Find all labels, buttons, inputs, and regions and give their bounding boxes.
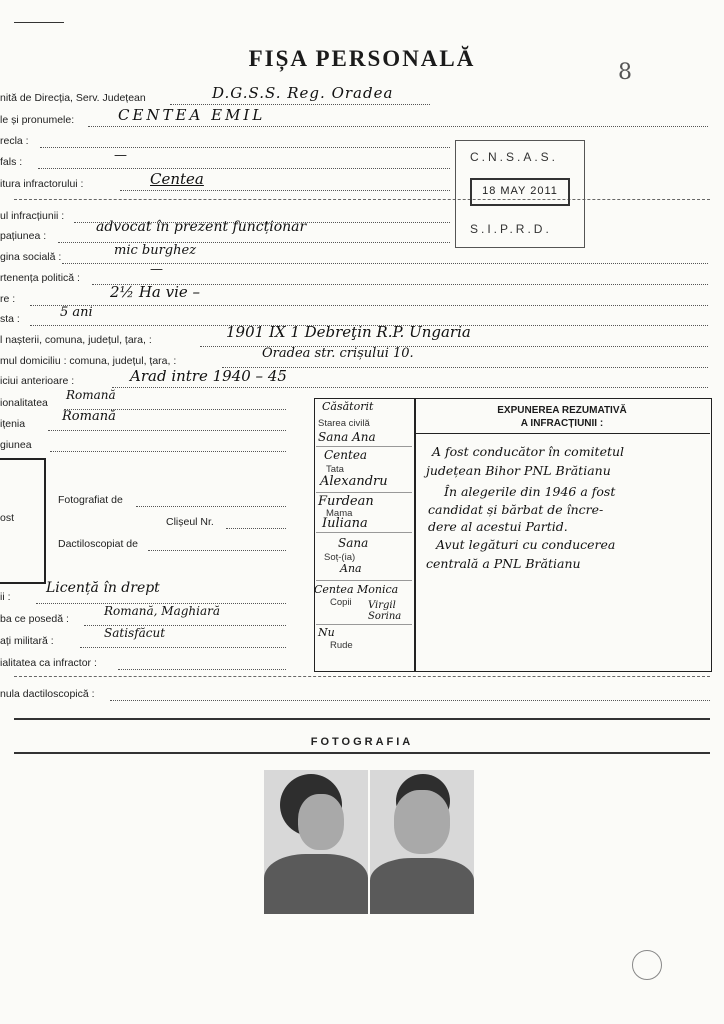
civil-sot-top: Sana Ana — [318, 430, 376, 444]
field-line — [148, 550, 286, 551]
document-title: FIȘA PERSONALĂ — [248, 46, 476, 71]
civil-stare-label: Starea civilă — [318, 418, 370, 429]
field-label-porecla: recla : — [0, 135, 29, 147]
civil-rude-value: Nu — [318, 626, 335, 639]
field-label-militara: ați militară : — [0, 635, 54, 647]
field-label-cetatenia: ițenia — [0, 418, 26, 430]
field-value-avere: 2½ Ha vie – — [110, 283, 201, 301]
field-line — [40, 147, 450, 148]
field-line — [118, 669, 286, 670]
civil-divider — [316, 532, 412, 533]
field-line — [48, 430, 286, 431]
civil-divider — [316, 580, 412, 581]
photo-fotografiat-label: Fotografiat de — [58, 494, 123, 506]
civil-stare-value: Căsătorit — [322, 400, 374, 413]
civil-tata-value-2: Alexandru — [320, 474, 388, 489]
summary-divider — [414, 433, 710, 434]
photo-section-title: FOTOGRAFIA — [310, 736, 414, 748]
summary-line: A fost conducător în comitetul — [432, 444, 625, 459]
summary-line: Avut legături cu conducerea — [436, 537, 616, 552]
field-label-varsta: sta : — [0, 313, 20, 325]
field-label-anterioare: iciui anterioare : — [0, 375, 75, 387]
field-value-cetatenia: Romană — [62, 409, 116, 424]
field-label-nume: le și pronumele: — [0, 114, 75, 126]
field-line — [226, 528, 286, 529]
field-value-semnatura: Centea — [150, 170, 204, 188]
stamp-line-1: C.N.S.A.S. — [470, 150, 559, 164]
civil-copii-value-2: Virgil Sorina — [368, 600, 402, 622]
summary-line: candidat și bărbat de încre- — [428, 502, 604, 517]
field-value-studii: Licență în drept — [46, 580, 160, 596]
field-value-militara: Satisfăcut — [104, 626, 166, 640]
field-value-politica: — — [150, 262, 163, 277]
field-label-domiciliu: mul domiciliu : comuna, județul, țara, : — [0, 355, 177, 367]
field-value-nume: CENTEA EMIL — [118, 106, 266, 124]
field-label-avere: re : — [0, 293, 16, 305]
section-rule — [14, 199, 710, 200]
field-label-nationalitatea: ionalitatea — [0, 397, 48, 409]
summary-title-1: EXPUNEREA REZUMATIVĂ — [497, 405, 627, 416]
photo-dactiloscopiat-label: Dactiloscopiat de — [58, 538, 138, 550]
field-label-felul: ul infracțiunii : — [0, 210, 65, 222]
field-line — [136, 506, 286, 507]
field-label-semnatura: itura infractorului : — [0, 178, 84, 190]
field-value-domiciliu: Oradea str. crișului 10. — [262, 346, 414, 361]
civil-tata-value-1: Centea — [324, 448, 368, 462]
summary-line: În alegerile din 1946 a fost — [444, 484, 616, 499]
summary-title-2: A INFRACȚIUNII : — [520, 418, 604, 429]
field-label-ocupatia: pațiunea : — [0, 230, 47, 242]
civil-mama-label: Mama — [326, 508, 353, 519]
civil-tata-label: Tata — [326, 464, 344, 475]
stamp-date: 18 MAY 2011 — [470, 178, 570, 206]
field-line — [38, 168, 450, 169]
frontal-photo — [370, 770, 474, 914]
civil-copii-value-1: Centea Monica — [314, 583, 399, 596]
photo-box-side-label: ost — [0, 512, 15, 524]
summary-line: județean Bihor PNL Brătianu — [426, 463, 611, 478]
page-number: 8 — [618, 60, 642, 85]
field-line — [170, 104, 430, 105]
field-label-religiunea: giunea — [0, 439, 32, 451]
photo-cliseu-label: Clișeul Nr. — [166, 516, 214, 528]
field-label-directia: nită de Direcția, Serv. Județean — [0, 92, 146, 104]
field-line — [120, 190, 450, 191]
summary-line: dere al acestui Partid. — [428, 519, 568, 534]
field-value-limba: Romană, Maghiară — [104, 604, 221, 618]
field-line — [80, 647, 286, 648]
field-value-directia: D.G.S.S. Reg. Oradea — [212, 84, 394, 102]
summary-box — [414, 398, 712, 672]
field-line — [222, 367, 708, 368]
field-value-ocupatia: advocat în prezent funcționar — [96, 219, 307, 235]
corner-mark — [14, 22, 64, 23]
civil-sot-label: Soț-(ia) — [324, 552, 356, 563]
field-value-nationalitatea: Romană — [66, 388, 116, 402]
section-rule — [14, 676, 710, 677]
field-label-specialitatea: ialitatea ca infractor : — [0, 657, 97, 669]
section-rule-thick — [14, 718, 710, 720]
civil-sot-value-2: Ana — [340, 562, 362, 575]
civil-rude-label: Rude — [330, 640, 353, 651]
field-label-limba: ba ce posedă : — [0, 613, 69, 625]
civil-copii-label: Copii — [330, 597, 352, 608]
archive-circle-mark — [632, 950, 662, 980]
field-line — [30, 305, 708, 306]
summary-line: centrală a PNL Brătianu — [426, 556, 581, 571]
section-rule-thick — [14, 752, 710, 754]
civil-mama-value-2: Iuliana — [322, 516, 368, 531]
civil-divider — [316, 624, 412, 625]
civil-sot-value-1: Sana — [338, 536, 369, 550]
field-label-origine: gina socială : — [0, 251, 62, 263]
profile-photo — [264, 770, 368, 914]
field-label-fals: fals : — [0, 156, 23, 168]
field-line — [110, 700, 710, 701]
field-label-formula: nula dactiloscopică : — [0, 688, 95, 700]
field-value-varsta: 5 ani — [60, 305, 93, 320]
field-label-studii: ii : — [0, 591, 11, 603]
field-value-origine: mic burghez — [114, 243, 197, 258]
civil-divider — [316, 446, 412, 447]
field-value-nasterii: 1901 IX 1 Debreţin R.P. Ungaria — [226, 323, 471, 341]
field-label-politica: rtenența politică : — [0, 272, 80, 284]
field-line — [112, 387, 708, 388]
field-line — [50, 451, 286, 452]
civil-mama-value-1: Furdean — [318, 494, 374, 509]
stamp-line-2: S.I.P.R.D. — [470, 222, 552, 236]
field-label-nasterii: l nașterii, comuna, județul, țara, : — [0, 334, 152, 346]
field-line — [88, 126, 708, 127]
field-value-fals: — — [114, 148, 127, 163]
civil-divider — [316, 492, 412, 493]
field-value-anterioare: Arad intre 1940 – 45 — [130, 367, 287, 385]
